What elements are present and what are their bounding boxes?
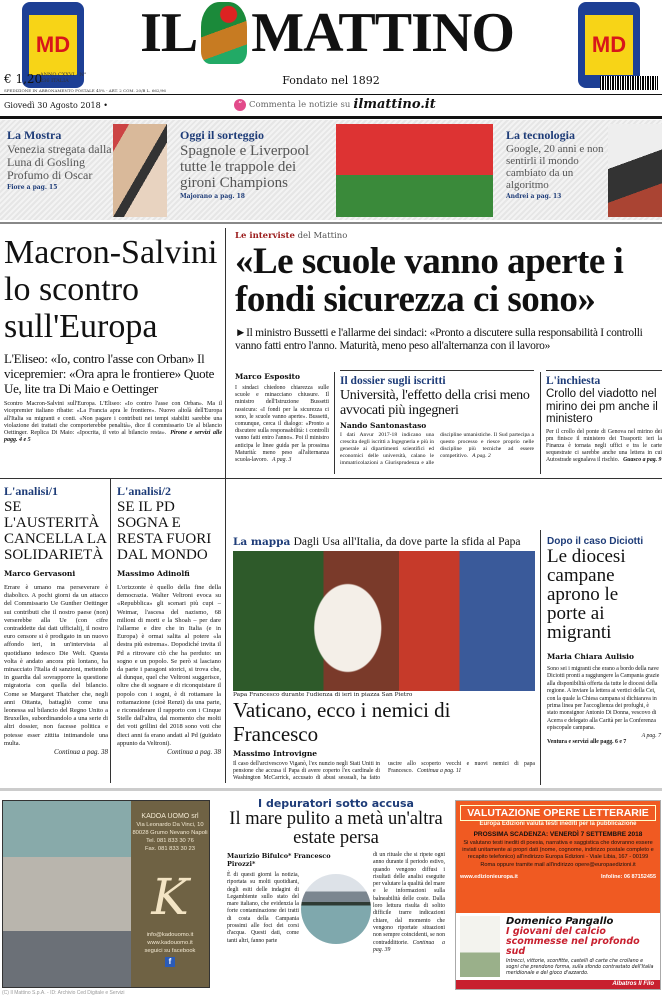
dossier-article[interactable]: Il dossier sugli iscritti Università, l'effetto della crisi meno avvocati più ingegneri Nando Santonastaso I dati Anvur 2017-18 indicano una crescita degli iscritti a Ingegneria e più in generale ai dipartimenti scientifici ed economici delle università, calano le immatricolazioni a Giurisprudenza e alle discipline umanistiche. Il Sud partecipa a questo processo e riesce proprio nelle discipline più tecniche ad essere competitivo. A pag. 2	[340, 370, 534, 467]
publisher-logo: Albatros Il Filo	[456, 980, 660, 989]
date: Giovedì 30 Agosto 2018 •	[4, 101, 108, 110]
europa-ad[interactable]: VALUTAZIONE OPERE LETTERARIE Europa Edizioni valuta testi inediti per la pubblicazione PROSSIMA SCADENZA: VENERDÌ 7 SETTEMBRE 2018 Si valutano testi inediti di poesia, narrativa e saggistica che dovranno essere inviati unitamente ai propri dati (nome, cognome, indirizzo postale completo e recapito telefonico) all'indirizzo Europa Edizioni - Viale Libia, 167 - 00199 Roma oppure tramite mail all'indirizzo opere@europaedizioni.it www.edizionieuropa.it Infoline: 06 87152455 Domenico Pangallo I giovani del calcio scommesse nel profondo sud Intrecci, vittorie, sconfitte, castelli di carte che crollano e sogni che prendono forma, sulla sfondo contrastato dell'Italia meridionale e del gioco d'azzardo. Albatros Il Filo	[455, 800, 661, 990]
founded: Fondato nel 1892	[282, 74, 380, 87]
papa-headline: Vaticano, ecco i nemici di Francesco	[233, 698, 451, 746]
lead-main-article[interactable]: Le interviste del Mattino «Le scuole vanno aperte i fondi sicurezza ci sono» ►Il ministro Bussetti e l'allarme dei sindaci: «Pronto a discutere sulla responsabilità I controlli vanno fatti entro l'anno. Maturità, meno peso all'alternanza con il lavoro»	[235, 231, 660, 353]
bussetti-article[interactable]: Marco Esposito I sindaci chiedono chiarezza sulle scuole e minacciano chiusure. Il ministro dell'Istruzione Bussetti rassicura: «I fondi per la sicurezza ci sono, le scuole vanno aperte». Bussetti, comunque, cerca il dialogo: «Pronto a discutere sulla responsabilità: i controlli vanno fatti entro l'anno». Poi il ministro anticipa le linee guida per la prossima Maturità: meno peso all'alternanza scuola-lavoro. A pag. 3	[235, 372, 329, 464]
analisi-1-continue: Continua a pag. 38	[53, 748, 108, 757]
google-photo	[608, 124, 662, 217]
masthead-logo: IL MATTINO	[140, 2, 514, 64]
rooster-icon	[201, 2, 247, 64]
football-photo	[336, 124, 493, 217]
kadoa-ad[interactable]: KADOA UOMO srl Via Leonardo Da Vinci, 10 80028 Grumo Nevano Napoli Tel. 081 833 30 76 Fax. 081 833 30 23 K info@kadouomo.it www.kadouomo.it seguici su facebook f	[2, 800, 210, 988]
md-logo-left: MD	[22, 2, 84, 88]
md-logo-right: MD	[578, 2, 640, 88]
price: € 1,20	[4, 72, 43, 86]
diocesi-article[interactable]: Dopo il caso Diciotti Le diocesi campane aprono le porte ai migranti Maria Chiara Aulisio Sono sei i migranti che erano a bordo della nave Diciotti pronti a raggiungere la Campania grazie alla disponibilità offerta da tutte le diocesi della regione. A inviare la lettera ai vertici della Cei, con la quale la Chiesa campana si dichiarava in prima linea per l'accoglienza dei profughi, è stato monsignor Antonio Di Donna, vescovo di Acerra e delegato alla Carità per la Conferenza episcopale campana. A pag. 7 Ventura e servizi alle pagg. 6 e 7	[547, 536, 661, 745]
facebook-icon[interactable]: f	[165, 957, 175, 967]
teaser-google[interactable]: La tecnologia Google, 20 anni e non sentirli il mondo cambiato da un algoritmo Andrei a pag. 13	[506, 128, 604, 200]
edition: ANNO CXXVI - N° 236 ITALIA	[40, 72, 87, 84]
inchiesta-article[interactable]: L'inchiesta Crollo del viadotto nel mirino dei pm anche il ministero Per il crollo del ponte di Genova nel mirino dei pm finisce il ministero dei Trasporti: ieri la Finanza è tornata negli uffici e tra le carte sequestrate ci sarebbe anche una lettera in cui Autostrade segnalava il rischio. Guasco a pag. 9	[546, 370, 662, 464]
gosling-photo	[113, 124, 167, 217]
sea-photo	[301, 874, 371, 944]
barcode	[600, 76, 658, 90]
analisi-2-article[interactable]: L'analisi/2 SE IL PD SOGNA E RESTA FUORI DAL MONDO Massimo Adinolfi L'orizzonte è quello della fine della democrazia. Walter Veltroni evoca su «Repubblica» gli scenari più cupi – Weimar, l'ascesa del nazismo, 68 milioni di morti e la Shoah – per dare l'allarme e dire che in Italia (e in Europa) è ormai salita al potere «la destra più estrema». Dopodiché invita il Pd a ritrovare ciò che ha perduto: un sogno e un popolo. Se però si lasciano da parte i paragoni storici, si trova che, al dunque, quel che Veltroni suggerisce, oltre che di sognare e di riconquistare il popolo con i sogni, è di rottamare la rottamazione (cioè Renzi) da una parte, e riconsiderare il rapporto con i Cinque Stelle dall'altra, dal momento che molti dei voti grillini del 2018 sono voti che dieci anni fa erano andati al Pd (guidato appunto da Veltroni). Continua a pag. 38	[117, 484, 221, 757]
postal-info: SPEDIZIONE IN ABBONAMENTO POSTALE 45% - ART. 2 COM. 20/B L. 662/96	[4, 88, 166, 93]
ad-photo	[3, 801, 131, 987]
lead-left-headline: Macron-Salvini lo scontro sull'Europa	[4, 234, 218, 345]
quote-icon: “	[234, 99, 246, 111]
book-cover	[460, 916, 500, 977]
lead-left-article[interactable]: Macron-Salvini lo scontro sull'Europa L'Eliseo: «Io, contro l'asse con Orban» Il vicepremier: «Ora apra le frontiere» Quote Ue, lite tra Di Maio e Oettinger Scontro Macron-Salvini sull'Europa. L'Eliseo: «Io contro l'asse con Orban». Ma il vicepremier italiano ribatte: «La Francia apra le frontiere». Nuovo altolà dell'Europa all'Italia su migranti e conti. «Non pagare i contributi nei tempi stabiliti sarebbe una violazione dei trattati che comporterebbe penalità», dice il commissario Ue al bilancio Oettinger. Replica Di Maio: «Ipocrita, il veto al bilancio resta». Pirone e servizi alle pagg. 4 e 5	[4, 234, 222, 444]
analisi-1-article[interactable]: L'analisi/1 SE L'AUSTERITÀ CANCELLA LA SOLIDARIETÀ Marco Gervasoni Errare è umano ma perseverare è diabolico. A pochi giorni da un attacco del Commissario Ue Gunther Oettinger sui contributi che il nostro paese (non) verserebbe alla Ue (con cifre contraddette dai dati ufficiali), il nostro euro censore si è prodigato in un nuovo affondo ieri, in un'intervista al quotidiano tedesco Die Welt. Questa volta è andato ancora più lontano, ha minacciato l'Italia di sanzioni, mettendo in guardia dal sovrapporre la questione migratoria con quella del bilancio. Come se Margaret Thatcher che, negli anni Ottanta, battagliò come una leonessa sul bilancio del Regno Unito a Bruxelles, subordinandolo a una serie di altri dossier, non facesse politica e potesse esser zittita intimandole una multa. Continua a pag. 38	[4, 484, 108, 757]
teaser-champions[interactable]: Oggi il sorteggio Spagnole e Liverpool tutte le trappole dei gironi Champions Majorano a pag. 18	[180, 128, 310, 200]
analisi-2-continue: Continua a pag. 38	[166, 748, 221, 757]
papa-photo	[233, 551, 535, 691]
papa-article[interactable]: La mappa Dagli Usa all'Italia, da dove parte la sfida al Papa Papa Francesco durante l'udienza di ieri in piazza San Pietro Vaticano, ecco i nemici di Francesco Massimo Introvigne Il caso dell'arcivescovo Viganò, l'ex nunzio negli Stati Uniti in pensione che accusa il Papa di avere coperto l'ex cardinale di Washington McCarrick, accusato di abusi sessuali, ha fatto uscire allo scoperto vecchi e nuovi nemici di papa Francesco. Continua a pag. 11	[233, 536, 535, 781]
teaser-mostra[interactable]: La Mostra Venezia stregata dalla Luna di Gosling Profumo di Oscar Fiore a pag. 15	[7, 128, 112, 191]
depuratori-article[interactable]: I depuratori sotto accusa Il mare pulito a metà un'altra estate persa Maurizio Bifulco* Francesco Pirozzi* È di questi giorni la notizia, riportata su molti quotidiani, degli esiti delle indagini di Legambiente sullo stato del mare italiano, che evidenzia la forte contaminazione dei tratti di costa della Campania prossimi alle foci dei corsi d'acqua. Questi dati, come tanti altri, fanno parte di un rituale che si ripete ogni anno durante il periodo estivo, quando vengono diffusi i risultati delle analisi eseguite per valutare la qualità del mare e le informazioni sulla balneabilità delle coste. Dalla loro lettura risulta di solito difficile trarre indicazioni chiare, dal momento che vengono riportate situazioni non sempre coincidenti, se non contraddittorie. Continua a pag. 39	[227, 797, 445, 953]
kadoa-logo: K	[151, 868, 189, 926]
lead-main-headline: «Le scuole vanno aperte i fondi sicurezza ci sono»	[235, 241, 624, 320]
comment-link[interactable]: “ Commenta le notizie su ilmattino.it	[234, 97, 436, 112]
